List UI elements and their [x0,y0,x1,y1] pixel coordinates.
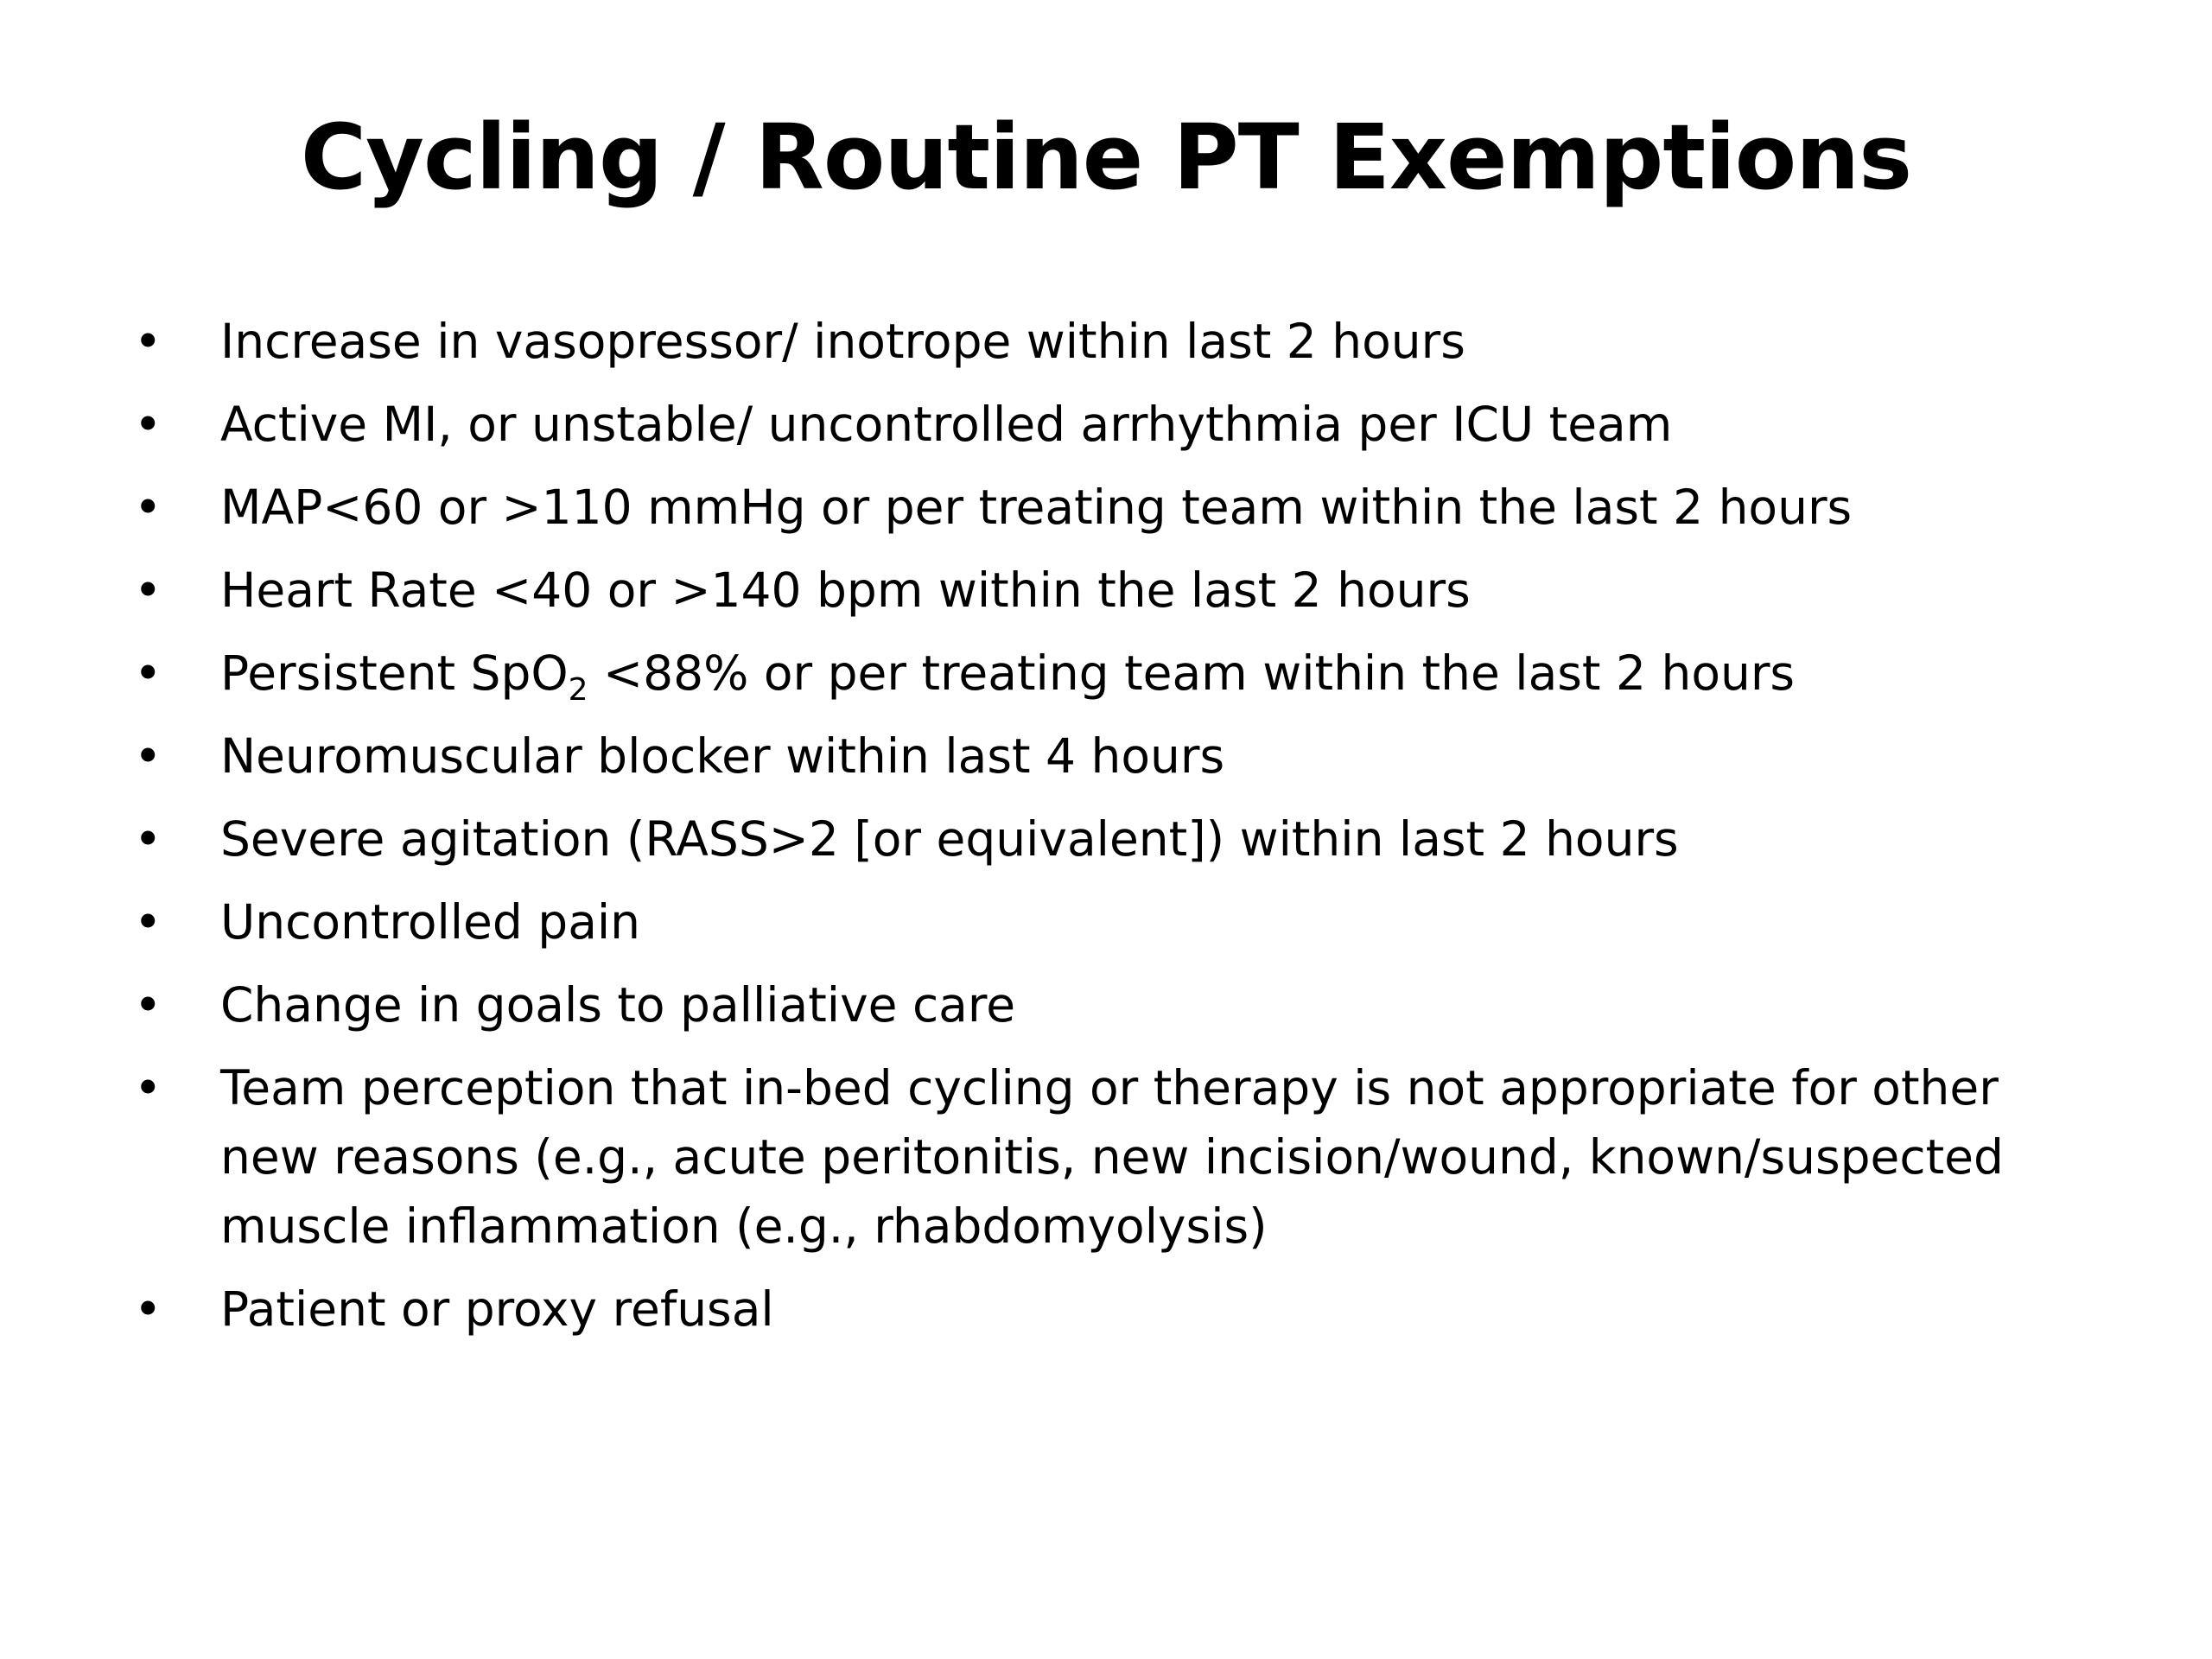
list-item-text: Team perception that in-bed cycling or therapy is not appropriate for other new reasons (e.g., acute peritonitis, new incision/wound, known/suspected muscle inflammation (e.g., rhabdomyolysis) [220,1060,2004,1254]
bullet-icon: • [134,1281,162,1337]
bullet-icon: • [134,645,162,701]
list-item [134,639,2104,708]
bullet-icon: • [134,397,162,452]
spo2-prefix: Persistent SpO [220,645,569,701]
spo2-subscript: 2 [568,672,588,708]
list-item-text: Increase in vasopressor/ inotrope within last 2 hours [220,314,1465,369]
list-item [134,390,2104,459]
list-item [134,804,2104,874]
bullet-icon: • [134,480,162,535]
list-item-text: MAP<60 or >110 mmHg or per treating team within the last 2 hours [220,480,1853,535]
list-item [134,307,2104,376]
list-item-text: Heart Rate <40 or >140 bpm within the last 2 hours [220,563,1471,618]
list-item [134,1274,2104,1344]
bullet-icon: • [134,314,162,369]
list-item-text: Severe agitation (RASS>2 [or equivalent]) within last 2 hours [220,811,1679,867]
bullet-icon: • [134,563,162,618]
bullet-icon: • [134,894,162,950]
list-item-text: Change in goals to palliative care [220,977,1016,1033]
bullet-icon: • [134,1060,162,1116]
slide-title: Cycling / Routine PT Exemptions [300,105,1912,210]
spo2-suffix: <88% or per treating team within the last 2 hours [588,645,1796,701]
list-item-text: Neuromuscular blocker within last 4 hours [220,728,1225,784]
list-item-text: Uncontrolled pain [220,894,641,950]
bullet-icon: • [134,811,162,867]
list-item [134,970,2104,1039]
list-item [134,556,2104,625]
bullet-icon: • [134,728,162,784]
list-item [134,721,2104,791]
exemptions-list [134,307,2104,1357]
list-item [134,887,2104,957]
bullet-icon: • [134,977,162,1033]
list-item-text: Active MI, or unstable/ uncontrolled arrhythmia per ICU team [220,397,1673,452]
list-item [134,473,2104,542]
list-item [134,1053,2104,1261]
list-item-text [220,639,2104,708]
list-item-text: Patient or proxy refusal [220,1281,774,1337]
